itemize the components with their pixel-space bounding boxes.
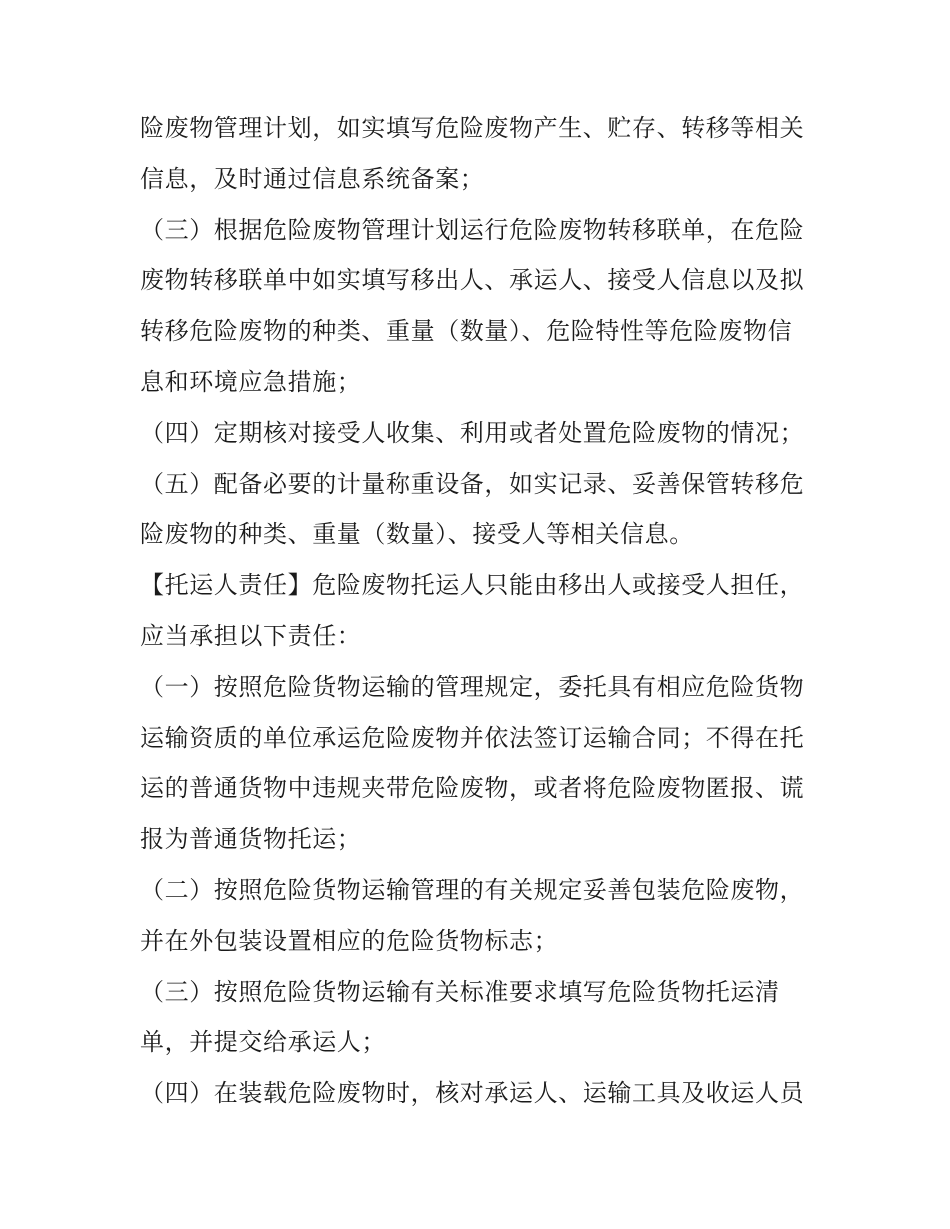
text-line: 息和环境应急措施； — [140, 367, 362, 396]
text-line: 运输资质的单位承运危险废物并依法签订运输合同；不得在托 — [140, 723, 805, 752]
text-line: 并在外包装设置相应的危险货物标志； — [140, 926, 559, 955]
text-line: 单，并提交给承运人； — [140, 1028, 386, 1057]
text-line: 险废物管理计划，如实填写危险废物产生、贮存、转移等相关 — [140, 114, 805, 142]
text-line: 报为普通货物托运； — [140, 825, 362, 854]
text-line: （五）配备必要的计量称重设备，如实记录、妥善保管转移危 — [140, 469, 805, 498]
text-line: 转移危险废物的种类、重量（数量）、危险特性等危险废物信 — [140, 317, 793, 346]
text-line: 运的普通货物中违规夹带危险废物，或者将危险废物匿报、谎 — [140, 774, 805, 803]
text-line: 信息，及时通过信息系统备案； — [140, 164, 485, 193]
document-body — [140, 103, 820, 1119]
text-line: （三）按照危险货物运输有关标准要求填写危险货物托运清 — [140, 977, 780, 1006]
text-line: 应当承担以下责任： — [140, 621, 362, 650]
text-line: （二）按照危险货物运输管理的有关规定妥善包装危险废物， — [140, 875, 805, 904]
text-line: （四）定期核对接受人收集、利用或者处置危险废物的情况； — [140, 418, 805, 447]
text-line: （四）在装载危险废物时，核对承运人、运输工具及收运人员 — [140, 1079, 805, 1108]
text-line: （一）按照危险货物运输的管理规定，委托具有相应危险货物 — [140, 672, 805, 701]
text-line: 【托运人责任】危险废物托运人只能由移出人或接受人担任， — [140, 571, 805, 600]
text-line: 废物转移联单中如实填写移出人、承运人、接受人信息以及拟 — [140, 266, 805, 295]
text-line: （三）根据危险废物管理计划运行危险废物转移联单，在危险 — [140, 215, 805, 244]
text-line: 险废物的种类、重量（数量）、接受人等相关信息。 — [140, 520, 694, 549]
